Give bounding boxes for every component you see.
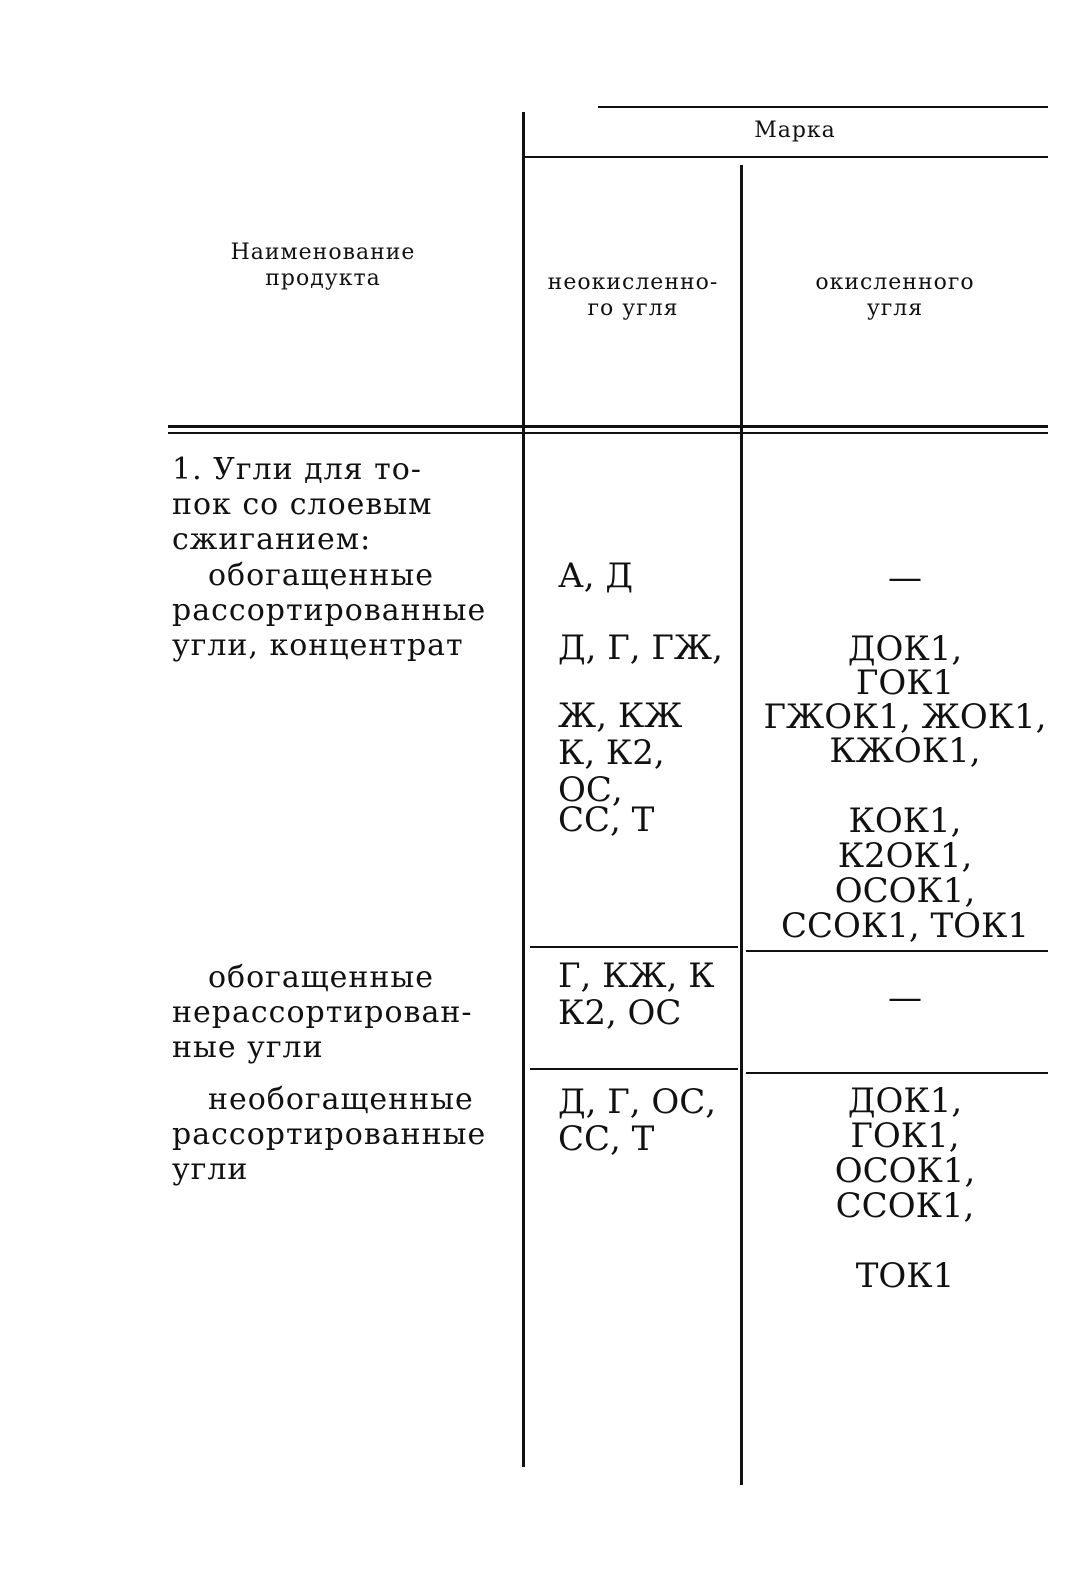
group-header-rule xyxy=(525,156,1048,158)
row-1-unoxidized-c: Ж, КЖ К, К2, ОС, xyxy=(558,696,683,810)
header-unoxidized-coal: неокисленно- го угля xyxy=(547,270,719,321)
row-3-oxidized-tail: ТОК1 xyxy=(855,1256,955,1296)
row-3-oxidized: ДОК1, ГОК1, ОСОК1, ССОК1, xyxy=(834,1081,976,1226)
row-rule-oxidized-1 xyxy=(746,950,1048,952)
header-top-rule xyxy=(598,106,1048,108)
row-1-unoxidized-b: Д, Г, ГЖ, xyxy=(558,628,723,668)
section-title: 1. Угли для то- пок со слоевым сжиганием: xyxy=(172,452,433,557)
row-1-oxidized-b: ДОК1, ГОК1 ГЖОК1, ЖОК1, КЖОК1, xyxy=(763,629,1047,771)
row-rule-oxidized-2 xyxy=(746,1072,1048,1074)
header-bottom-double-rule-2 xyxy=(168,432,1048,434)
column-divider-left xyxy=(522,112,525,1467)
row-rule-unoxidized-2 xyxy=(530,1068,738,1070)
row-3-product: необогащенные рассортированные угли xyxy=(172,1082,487,1187)
row-1-unoxidized-d: СС, Т xyxy=(558,800,655,840)
row-1-product: обогащенные рассортированные угли, концентрат xyxy=(172,558,487,663)
column-divider-middle xyxy=(740,165,743,1485)
row-2-product: обогащенные нерассортирован- ные угли xyxy=(172,960,473,1065)
header-grade-group: Марка xyxy=(754,118,836,143)
row-1-unoxidized-a: А, Д xyxy=(558,556,634,596)
row-1-oxidized-a: — xyxy=(888,558,922,598)
header-bottom-double-rule-1 xyxy=(168,425,1048,428)
row-3-unoxidized: Д, Г, ОС, СС, Т xyxy=(558,1082,717,1159)
header-product-name: Наименование продукта xyxy=(230,240,416,291)
row-2-unoxidized: Г, КЖ, К К2, ОС xyxy=(558,956,715,1033)
row-rule-unoxidized-1 xyxy=(530,946,738,948)
row-1-oxidized-c: КОК1, К2ОК1, ОСОК1, ССОК1, ТОК1 xyxy=(781,801,1029,946)
header-oxidized-coal: окисленного угля xyxy=(815,270,975,321)
row-2-oxidized: — xyxy=(888,978,922,1018)
